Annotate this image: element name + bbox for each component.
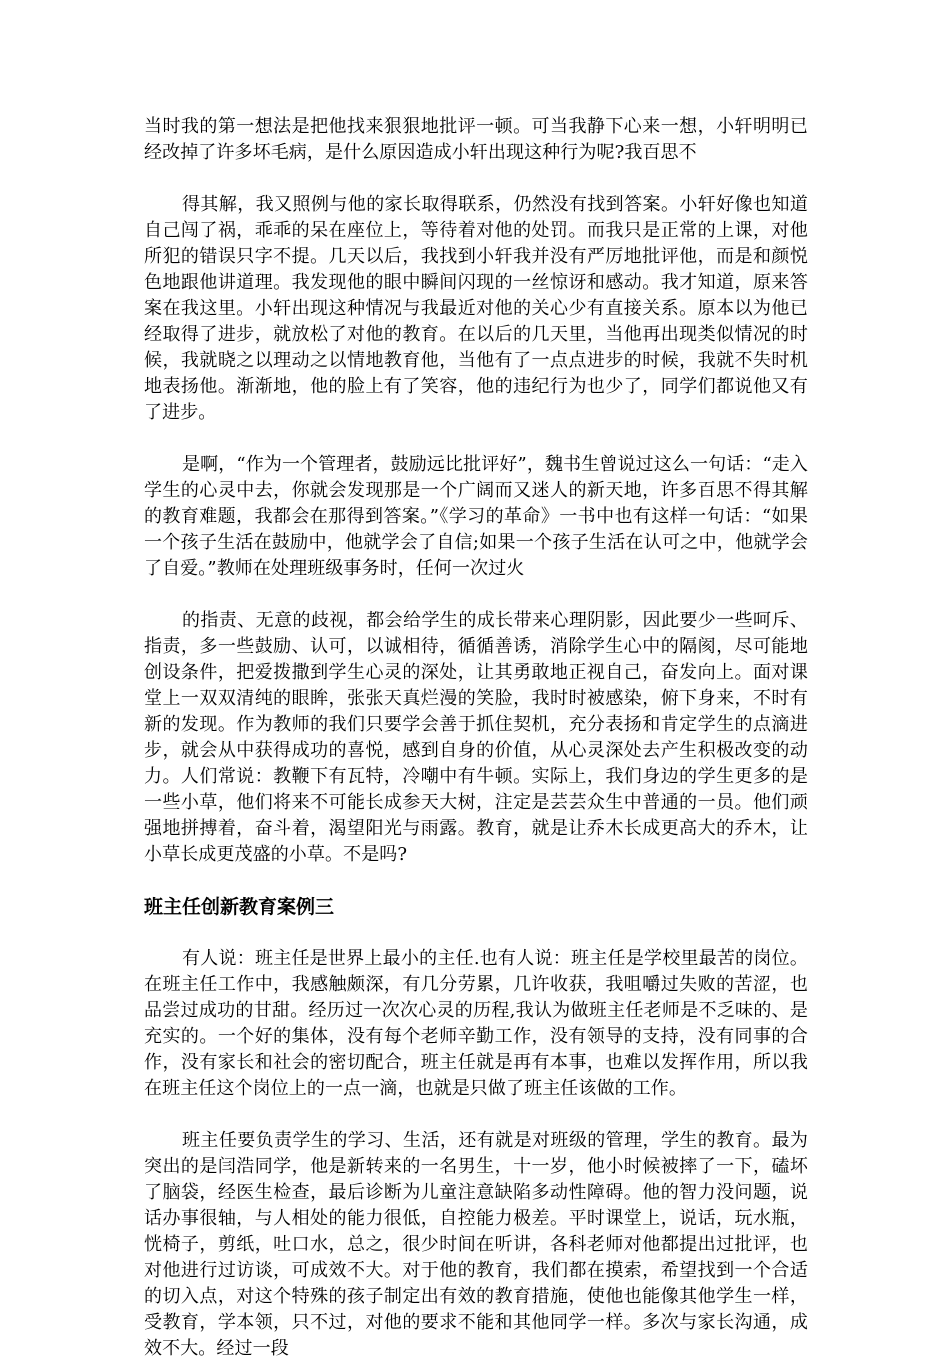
section-heading: 班主任创新教育案例三 bbox=[144, 896, 335, 918]
paragraph-3: 是啊，“作为一个管理者，鼓励远比批评好”，魏书生曾说过这么一句话：“走入学生的心灵中去，你就会发现那是一个广阔而又迷人的新天地，许多百思不得其解的教育难题，我都会在那得到答案。”《学习的革命》一书中也有这样一句话：“如果一个孩子生活在鼓励中，他就学会了自信;如果一个孩子生活在认可之中，他就学会了自爱。”教师在处理班级事务时，任何一次过火 bbox=[144, 454, 808, 579]
paragraph-2: 得其解，我又照例与他的家长取得联系，仍然没有找到答案。小轩好像也知道自己闯了祸，乖乖的呆在座位上，等待着对他的处罚。而我只是正常的上课，对他所犯的错误只字不提。几天以后，我找到小轩我并没有严厉地批评他，而是和颜悦色地跟他讲道理。我发现他的眼中瞬间闪现的一丝惊讶和感动。我才知道，原来答案在我这里。小轩出现这种情况与我最近对他的关心少有直接关系。原本以为他已经取得了进步，就放松了对他的教育。在以后的几天里，当他再出现类似情况的时候，我就晓之以理动之以情地教育他，当他有了一点点进步的时候，我就不失时机地表扬他。渐渐地，他的脸上有了笑容，他的违纪行为也少了，同学们都说他又有了进步。 bbox=[144, 194, 808, 423]
paragraph-4: 的指责、无意的歧视，都会给学生的成长带来心理阴影，因此要少一些呵斥、指责，多一些鼓励、认可，以诚相待，循循善诱，消除学生心中的隔阂，尽可能地创设条件，把爱拨撒到学生心灵的深处，让其勇敢地正视自己，奋发向上。面对课堂上一双双清纯的眼眸，张张天真烂漫的笑脸，我时时被感染，俯下身来，不时有新的发现。作为教师的我们只要学会善于抓住契机，充分表扬和肯定学生的点滴进步，就会从中获得成功的喜悦，感到自身的价值，从心灵深处去产生积极改变的动力。人们常说：教鞭下有瓦特，冷嘲中有牛顿。实际上，我们身边的学生更多的是一些小草，他们将来不可能长成参天大树，注定是芸芸众生中普通的一员。他们顽强地拼搏着，奋斗着，渴望阳光与雨露。教育，就是让乔木长成更高大的乔木，让小草长成更茂盛的小草。不是吗? bbox=[144, 610, 808, 865]
paragraph-1: 当时我的第一想法是把他找来狠狠地批评一顿。可当我静下心来一想，小轩明明已经改掉了许多坏毛病，是什么原因造成小轩出现这种行为呢?我百思不 bbox=[144, 116, 808, 163]
paragraph-6: 班主任要负责学生的学习、生活，还有就是对班级的管理，学生的教育。最为突出的是闫浩同学，他是新转来的一名男生，十一岁，他小时候被摔了一下，磕坏了脑袋，经医生检查，最后诊断为儿童注意缺陷多动性障碍。他的智力没问题，说话办事很轴，与人相处的能力很低，自控能力极差。平时课堂上，说话，玩水瓶，恍椅子，剪纸，吐口水，总之，很少时间在听讲，各科老师对他都提出过批评，也对他进行过访谈，可成效不大。对于他的教育，我们都在摸索，希望找到一个合适的切入点，对这个特殊的孩子制定出有效的教育措施，使他也能像其他学生一样，受教育，学本领，只不过，对他的要求不能和其他同学一样。多次与家长沟通，成效不大。经过一段 bbox=[144, 1130, 808, 1359]
document-page bbox=[144, 114, 808, 1362]
paragraph-5: 有人说：班主任是世界上最小的主任.也有人说：班主任是学校里最苦的岗位。在班主任工作中，我感触颇深，有几分劳累，几许收获，我咀嚼过失败的苦涩，也品尝过成功的甘甜。经历过一次次心灵的历程,我认为做班主任老师是不乏味的、是充实的。一个好的集体，没有每个老师辛勤工作，没有领导的支持，没有同事的合作，没有家长和社会的密切配合，班主任就是再有本事，也难以发挥作用，所以我在班主任这个岗位上的一点一滴，也就是只做了班主任该做的工作。 bbox=[144, 948, 808, 1099]
